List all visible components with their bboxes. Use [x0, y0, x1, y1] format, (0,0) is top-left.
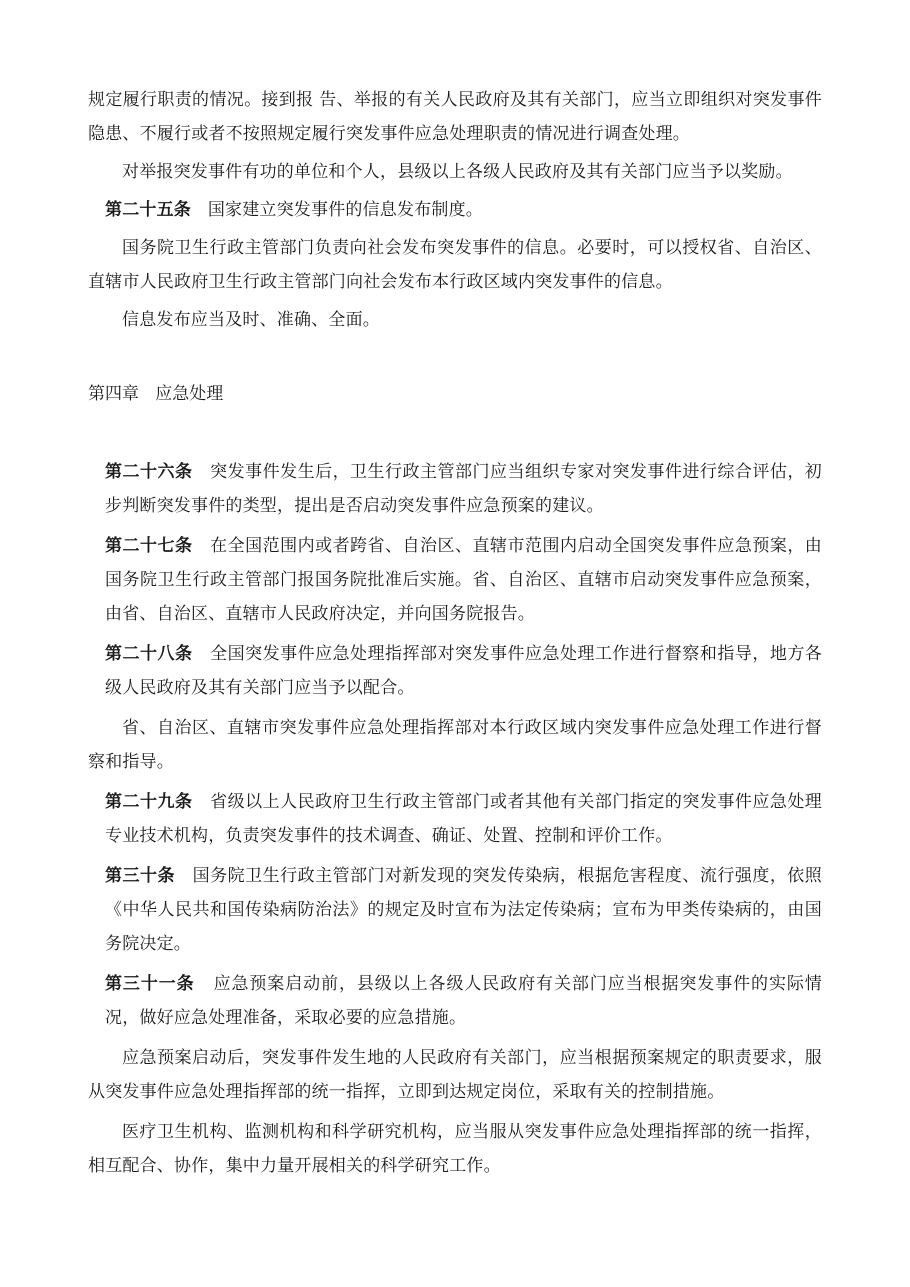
article-29-number: 第二十九条: [105, 792, 193, 812]
chapter-number: 第四章: [88, 384, 139, 404]
article-25-text: 国家建立突发事件的信息发布制度。: [207, 200, 484, 220]
article-30-text: 国务院卫生行政主管部门对新发现的突发传染病，根据危害程度、流行强度，依照《中华人民共和国传染病防治法》的规定及时宣布为法定传染病；宣布为甲类传染病的，由国务院决定。: [105, 866, 822, 954]
article-27: [88, 529, 822, 631]
article-31-text: 应急预案启动前，县级以上各级人民政府有关部门应当根据突发事件的实际情况，做好应急处理准备，采取必要的应急措施。: [105, 974, 823, 1028]
article-26: [88, 455, 822, 523]
article-26-text: 突发事件发生后，卫生行政主管部门应当组织专家对突发事件进行综合评估，初步判断突发事件的类型，提出是否启动突发事件应急预案的建议。: [105, 462, 823, 516]
article-28-text: 全国突发事件应急处理指挥部对突发事件应急处理工作进行督察和指导，地方各级人民政府及其有关部门应当予以配合。: [105, 644, 823, 698]
article-27-text: 在全国范围内或者跨省、自治区、直辖市范围内启动全国突发事件应急预案，由国务院卫生行政主管部门报国务院批准后实施。省、自治区、直辖市启动突发事件应急预案，由省、自治区、直辖市人民政府决定，并向国务院报告。: [105, 536, 823, 624]
paragraph-continuation: 规定履行职责的情况。接到报 告、举报的有关人民政府及其有关部门，应当立即组织对突发事件隐患、不履行或者不按照规定履行突发事件应急处理职责的情况进行调查处理。: [88, 90, 822, 144]
article-31: [88, 967, 822, 1035]
article-29-text: 省级以上人民政府卫生行政主管部门或者其他有关部门指定的突发事件应急处理专业技术机构，负责突发事件的技术调查、确证、处置、控制和评价工作。: [105, 792, 823, 846]
article-28: [88, 637, 822, 705]
paragraph-provincial-command: 省、自治区、直辖市突发事件应急处理指挥部对本行政区域内突发事件应急处理工作进行督察和指导。: [88, 718, 822, 772]
article-25: [88, 193, 822, 227]
article-25-number: 第二十五条: [105, 200, 191, 220]
article-29: [88, 785, 822, 853]
article-30-number: 第三十条: [105, 866, 175, 886]
paragraph-info-release: 国务院卫生行政主管部门负责向社会发布突发事件的信息。必要时，可以授权省、自治区、直辖市人民政府卫生行政主管部门向社会发布本行政区域内突发事件的信息。: [88, 238, 822, 292]
article-31-number: 第三十一条: [105, 974, 195, 994]
article-26-number: 第二十六条: [105, 462, 193, 482]
article-30: [88, 859, 822, 961]
paragraph-institutions: 医疗卫生机构、监测机构和科学研究机构，应当服从突发事件应急处理指挥部的统一指挥，相互配合、协作，集中力量开展相关的科学研究工作。: [88, 1122, 822, 1176]
article-27-number: 第二十七条: [105, 536, 193, 556]
paragraph-reward: 对举报突发事件有功的单位和个人，县级以上各级人民政府及其有关部门应当予以奖励。: [122, 162, 793, 182]
paragraph-info-principle: 信息发布应当及时、准确、全面。: [122, 310, 380, 330]
chapter-title: 应急处理: [155, 384, 224, 404]
paragraph-after-activation: 应急预案启动后，突发事件发生地的人民政府有关部门，应当根据预案规定的职责要求，服从突发事件应急处理指挥部的统一指挥，立即到达规定岗位，采取有关的控制措施。: [88, 1048, 822, 1102]
article-28-number: 第二十八条: [105, 644, 193, 664]
chapter-heading: [88, 377, 822, 411]
